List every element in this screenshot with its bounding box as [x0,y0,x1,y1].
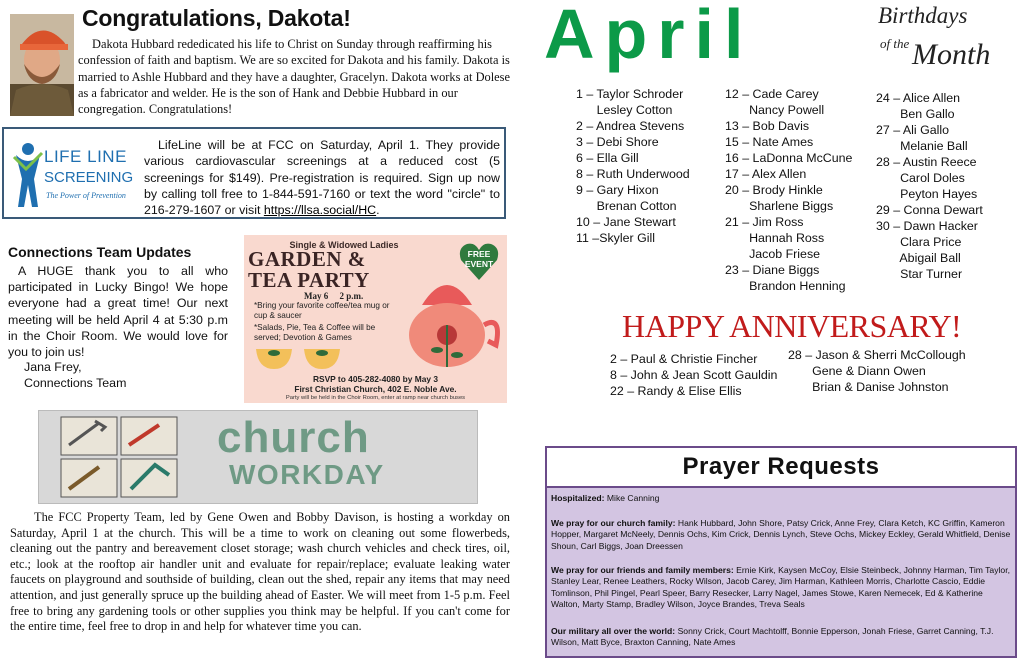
list-item: 8 – John & Jean Scott Gauldin [610,368,778,382]
list-item: 12 – Cade Carey [725,87,819,101]
list-item: Peyton Hayes [876,187,978,201]
prayer-hospitalized-names: Mike Canning [606,493,660,503]
list-item: 2 – Andrea Stevens [576,119,685,133]
lifeline-link[interactable]: https://llsa.social/HC [263,203,377,218]
connections-sign-team: Connections Team [24,376,127,390]
list-item: 2 – Paul & Christie Fincher [610,352,758,366]
workday-word-workday: WORKDAY [229,459,385,490]
list-item: 6 – Ella Gill [576,151,639,165]
list-item: Star Turner [876,267,963,281]
connections-sign-name: Jana Frey, [24,360,82,374]
list-item: 3 – Debi Shore [576,135,659,149]
birthdays-heading-month: Month [912,38,991,71]
list-item: 22 – Randy & Elise Ellis [610,384,742,398]
prayer-friends-names: Ernie Kirk, Kaysen McCoy, Elsie Steinbeck, Johnny Harman, Tim Taylor, Stanley Lear, Renee Leathers, Rocky Wilson, Jacob Carey, Jim Harman, Kathleen Morris, Charlotte Cascio, Eddie Tomlinson, Phil Pingel, Pearl Speer, Barry Resecker, Larry Nagel, James Stowe, Karen Nemecek, Ed & Katherine Walton, Marty Stamp, Bradley Wilson, Joyce Brandes, Treva Seals [551,565,1010,609]
lifeline-text [144,137,500,218]
prayer-military-label: Our military all over the world: [551,626,676,636]
garden-title-line1: GARDEN & [248,247,366,271]
list-item: 13 – Bob Davis [725,119,810,133]
list-item: 1 – Taylor Schroder [576,87,684,101]
prayer-requests-box [545,446,1017,658]
prayer-church-family [551,518,1011,552]
list-item: Abigail Ball [876,251,961,265]
prayer-hospitalized [551,493,1011,504]
list-item: 27 – Ali Gallo [876,123,950,137]
garden-bullet-1: *Bring your favorite coffee/tea mug or cup & saucer [254,301,390,320]
lifeline-text-end: . [376,203,380,218]
list-item: 21 – Jim Ross [725,215,804,229]
list-item: 11 –Skyler Gill [576,231,655,245]
free-event-text [457,249,501,269]
workday-body: The FCC Property Team, led by Gene Owen and Bobby Davison, is hosting a workday on Saturday, April 1 at the church. This will be a time to work on cleaning out some flowerbeds, cleaning out the pantry and bereavement closet storage; wash church vehicles and check tires, oil, etc.; look at the rooftop air handler unit and evaluate for repair/replace; evaluate leaking water faucets on playground and southside of building, clean out the shed, repair any items that may need attention, and just generally spruce up the building ahead of Easter. We will meet from 1-5 p.m. Feel free to bring any gardening tools or other supplies you think may be helpful. If you can't come for the entire time, feel free to drop in and help for whatever time you can. [10,510,510,634]
lifeline-logo-name: LIFE LINE [44,147,127,166]
lifeline-text-body: LifeLine will be at FCC on Saturday, April 1. They provide various cardiovascular screenings at a reduced cost (5 screenings for $149). Pre-registration is required. Sign up now by calling toll free to 1-844-591-7160 or text the word "circle" to 216-279-1607 or visit [144,138,500,218]
prayer-family-label: We pray for our church family: [551,518,676,528]
list-item: 8 – Ruth Underwood [576,167,690,181]
lifeline-tagline: The Power of Prevention [46,191,126,200]
list-item: Lesley Cotton [576,103,673,117]
list-item: 20 – Brody Hinkle [725,183,823,197]
anniversary-title: HAPPY ANNIVERSARY! [622,308,962,344]
list-item: Brian & Danise Johnston [788,380,949,394]
list-item: 29 – Conna Dewart [876,203,983,217]
list-item: Ben Gallo [876,107,955,121]
garden-rsvp [244,375,507,394]
garden-title [248,249,370,291]
prayer-friends-family [551,565,1011,610]
prayer-military-names: Sonny Crick, Court Machtolff, Bonnie Epperson, Jonah Friese, Garret Canning, T.J. Wilson, Matt Byce, Braxton Canning, Nate Ames [551,626,994,648]
list-item: Melanie Ball [876,139,968,153]
dakota-photo [10,14,74,116]
list-item: 30 – Dawn Hacker [876,219,978,233]
connections-body: A HUGE thank you to all who participated in Lucky Bingo! We hope everyone had a great time! Our next meeting will be held April 4 at 5:30 p.m in the Choir Room. We would love for you to join us! [8,264,228,360]
anniversary-list-col1 [610,351,777,399]
garden-tea-party-flyer [244,235,507,403]
list-item: Jacob Friese [725,247,821,261]
dakota-title: Congratulations, Dakota! [82,5,351,31]
list-item: 9 – Gary Hixon [576,183,659,197]
prayer-hospitalized-label: Hospitalized: [551,493,605,503]
lifeline-logo [12,139,142,211]
garden-rsvp-line1: RSVP to 405-282-4080 by May 3 [312,374,439,384]
lifeline-box [2,127,506,219]
prayer-friends-label: We pray for our friends and family members: [551,565,734,575]
list-item: 17 – Alex Allen [725,167,807,181]
list-item: 23 – Diane Biggs [725,263,820,277]
list-item: 16 – LaDonna McCune [725,151,853,165]
garden-title-line2: TEA PARTY [248,268,370,292]
workday-word-church: church [217,413,370,462]
garden-note: Party will be held in the Choir Room, enter at ramp near church buses [285,395,466,401]
birthdays-heading-of-the: of the [880,36,910,51]
list-item: Gene & Diann Owen [788,364,926,378]
garden-bullet-2: *Salads, Pie, Tea & Coffee will be served; Devotion & Games [254,323,376,342]
list-item: 15 – Nate Ames [725,135,814,149]
list-item: Hannah Ross [725,231,825,245]
birthday-list-col3 [876,90,983,282]
list-item: 28 – Austin Reece [876,155,977,169]
list-item: 28 – Jason & Sherri McCollough [788,348,966,362]
tools-icon [59,415,179,499]
list-item: Brenan Cotton [576,199,677,213]
list-item: 10 – Jane Stewart [576,215,676,229]
list-item: Carol Doles [876,171,965,185]
prayer-family-names: Hank Hubbard, John Shore, Patsy Crick, Anne Frey, Clara Ketch, KC Griffin, Kameron Hopper, Margaret McNeely, Dennis Ochs, Kim Crick, Dennis Lynch, Steve Ochs, Mickey Eckley, Gerald Whitfield, Denise Shoun, Carl Biggs, Joan Dreessen [551,518,1011,551]
dakota-body: Dakota Hubbard rededicated his life to Christ on Sunday through reaffirming his confession of faith and baptism. We are so excited for Dakota and his family. Dakota is married to Ashle Hubbard and they have a daughter, Gracelyn. Dakota works at Dolese as a fabricator and welder. He is the son of Hank and Debbie Hubbard in our congregation. Congratulations! [78,37,510,117]
list-item: Brandon Henning [725,279,846,293]
april-heading: April [544,0,754,73]
list-item: Clara Price [876,235,962,249]
garden-top-line: Single & Widowed Ladies [289,240,399,250]
birthdays-heading: Birthdays [878,3,968,28]
list-item: 24 – Alice Allen [876,91,961,105]
birthday-list-col1 [576,86,690,246]
church-workday-banner [38,410,478,504]
prayer-title: Prayer Requests [682,453,880,480]
connections-title: Connections Team Updates [8,244,192,260]
list-item: Sharlene Biggs [725,199,834,213]
birthday-list-col2 [725,86,852,294]
lifeline-logo-sub: SCREENING [44,169,134,186]
prayer-header [547,448,1015,488]
free-event-line2: EVENT [464,259,494,269]
anniversary-list-col2 [788,347,966,395]
garden-rsvp-line2: First Christian Church, 402 E. Noble Ave. [294,383,457,394]
list-item: Nancy Powell [725,103,825,117]
prayer-military [551,626,1011,649]
free-event-line1: FREE [467,249,491,259]
garden-date: May 6 2 p.m. [304,291,364,301]
teacups-illustration [254,343,394,373]
